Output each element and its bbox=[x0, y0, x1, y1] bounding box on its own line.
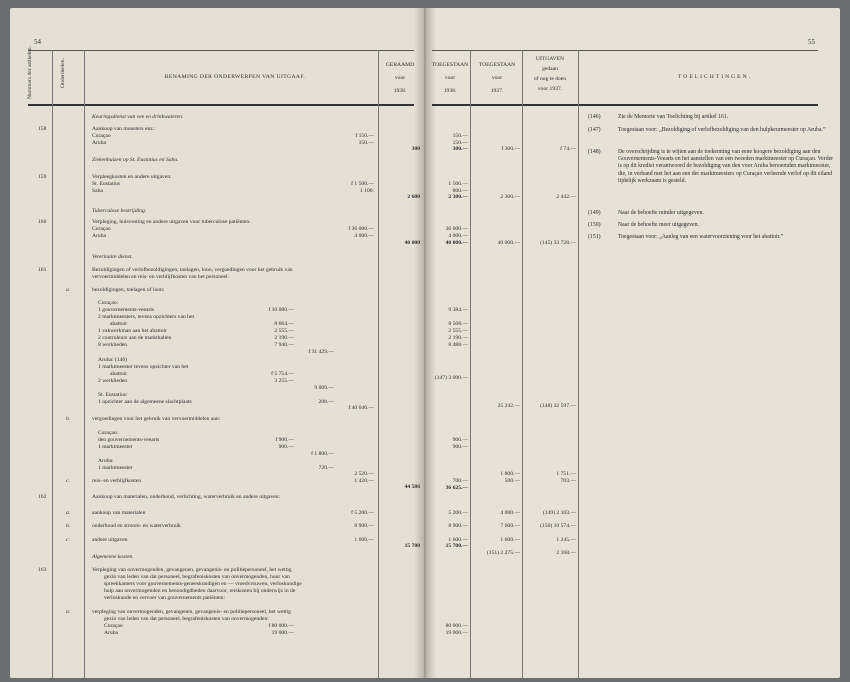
total: 15 700.— bbox=[445, 543, 468, 549]
part-a: a. bbox=[66, 287, 71, 293]
heading-tuberculose: Tuberculose bestrijding. bbox=[92, 208, 147, 214]
line: andere uitgaven bbox=[92, 537, 128, 543]
line: Curaçao bbox=[92, 133, 111, 139]
part-a: a. bbox=[66, 510, 71, 516]
line: onderhoud en stroom- en waterverbruik bbox=[92, 523, 181, 529]
line: Verpleging van onvermogenden, gevangenen, gevangenis- en politiepersoneel, het wettig bbox=[92, 567, 292, 573]
note-151: (151) Toegestaan voor: „Aanleg van een watervoorziening voor het abattoir.” bbox=[588, 234, 784, 240]
amount: f 5 200.— bbox=[351, 510, 374, 516]
amount: 2 190.— bbox=[274, 335, 294, 341]
amount: f 900.— bbox=[275, 437, 294, 443]
amount: f 300.— bbox=[501, 146, 520, 152]
line: gezin van leden van dat personeel, begrafeniskosten van onvermogenden, huur van bbox=[104, 574, 290, 580]
total: 300.— bbox=[452, 146, 468, 152]
line: Verpleegkosten en andere uitgaven: bbox=[92, 174, 172, 180]
header-nummers: Nummers der artikelen. bbox=[27, 46, 33, 99]
line: spreekkamers voor gouvernements-geneeskundigen en — vroedvrouwen, verloskundige bbox=[104, 581, 302, 587]
heading-keuringsdienst: Keuringsdienst van vee en drinkwateren. bbox=[92, 114, 184, 120]
amount: 1 100. bbox=[360, 188, 374, 194]
amount: 1 600.— bbox=[500, 537, 520, 543]
note-150: (150) Naar de behoefte meer uitgegeven. bbox=[588, 222, 699, 228]
amount: 720.— bbox=[318, 465, 334, 471]
amount: 700.— bbox=[452, 478, 468, 484]
amount: (150) 10 574.— bbox=[540, 523, 576, 529]
heading-ziekenhuizen: Ziekenhuizen op St. Eustatius en Saba. bbox=[92, 157, 179, 163]
article-158: 158 bbox=[38, 126, 47, 132]
line: St. Eustatius bbox=[92, 181, 120, 187]
line: Bezoldigingen of verlofbezoldigingen, toelagen, loon, vergoedingen voor het gebruik van bbox=[92, 267, 293, 273]
amount: f 74.— bbox=[560, 146, 576, 152]
line: bezoldigingen, toelagen of loon: bbox=[92, 287, 165, 293]
amount: f 5 754.— bbox=[271, 371, 294, 377]
line: 1 marktmeester bbox=[98, 444, 133, 450]
part-c: c. bbox=[66, 537, 70, 543]
amount: f 150.— bbox=[355, 133, 374, 139]
article-163: 163 bbox=[38, 567, 47, 573]
col-line-toegestaan38 bbox=[470, 50, 471, 678]
line: vergoedingen voor het gebruik van vervoermiddelen aan: bbox=[92, 416, 221, 422]
line: 2 marktmeesters, tevens opzichters van het bbox=[98, 314, 194, 320]
book-gutter bbox=[414, 8, 436, 678]
line: Saba bbox=[92, 188, 103, 194]
line: 1 opzichter aan de algemeene slachtplaats bbox=[98, 399, 192, 405]
line: 8 werklieden bbox=[98, 342, 128, 348]
amount: 4 000.— bbox=[354, 233, 374, 239]
line: Aankoop van materialen, onderhoud, verlichting, waterverbruik en andere uitgaven: bbox=[92, 494, 281, 500]
amount: (149) 2 103.— bbox=[542, 510, 576, 516]
amount: 8 488.— bbox=[448, 342, 468, 348]
total: 15 700 bbox=[404, 543, 420, 549]
col-line-toegestaan37 bbox=[522, 50, 523, 678]
line: vervoermiddelen en reis- en verblijfkosten van het personeel: bbox=[92, 274, 230, 280]
col-line-parts bbox=[84, 50, 85, 678]
amount: 25 242.— bbox=[497, 403, 520, 409]
note-147: (147) Toegestaan voor: „Bezoldiging of verlofbezoldiging van den hulpkeurmeester op Aruba.” bbox=[588, 127, 826, 133]
page-number-left: 54 bbox=[34, 38, 41, 46]
amount: 80 000.— bbox=[445, 623, 468, 629]
amount: 36 000.— bbox=[445, 226, 468, 232]
amount: 8 900.— bbox=[354, 523, 374, 529]
amount: (151) 2 275.— bbox=[486, 550, 520, 556]
amount: 150.— bbox=[452, 133, 468, 139]
note-148: (148) De overschrijding is te wijten aan de toekenning van eene hoogere bezoldiging aan den Gouvernements-Veearts en het aanstellen van een tweeden marktmeester op Curaçao. Verder is op dit krediet verantwoord de bezoldiging van den voor Aruba benoemden marktmeester, die, in verband met het aan een der marktmeesters op Curaçao verleende verlof op dit eiland tijdelijk werkzaam is gesteld. bbox=[588, 149, 834, 184]
line: St. Eustatius: bbox=[98, 392, 128, 398]
amount: 19 000.— bbox=[445, 630, 468, 636]
amount: 1 751.— bbox=[556, 471, 576, 477]
line: Aruba: bbox=[98, 458, 114, 464]
amount: 900.— bbox=[452, 437, 468, 443]
amount: 2 555.— bbox=[448, 328, 468, 334]
part-b: b. bbox=[66, 416, 71, 422]
line: Curaçao: bbox=[98, 300, 119, 306]
right-page bbox=[428, 8, 840, 678]
part-c: c. bbox=[66, 478, 70, 484]
part-a: a. bbox=[66, 609, 71, 615]
amount: 900.— bbox=[278, 444, 294, 450]
page-number-right: 55 bbox=[808, 38, 815, 46]
total: 36 625.— bbox=[445, 485, 468, 491]
line: aankoop van materialen bbox=[92, 510, 146, 516]
amount: 8 508.— bbox=[448, 321, 468, 327]
amount: f 1 500.— bbox=[351, 181, 374, 187]
header-rule-bottom-right bbox=[432, 104, 818, 106]
line: reis- en verblijfkosten bbox=[92, 478, 142, 484]
amount: 8 664.— bbox=[274, 321, 294, 327]
amount: 4 000.— bbox=[500, 510, 520, 516]
header-uitgaven: UITGAVEN gedaan of nog te doen voor 1937. bbox=[533, 56, 567, 92]
heading-veterinaire: Veterinaire dienst. bbox=[92, 254, 133, 260]
amount: f 10 080.— bbox=[268, 307, 294, 313]
subtotal: f 40 646.— bbox=[348, 405, 374, 411]
amount: 2 168.— bbox=[556, 550, 576, 556]
amount: 7 940.— bbox=[274, 342, 294, 348]
article-159: 159 bbox=[38, 174, 47, 180]
line: 1 marktmeester tevens opzichter van het bbox=[98, 364, 189, 370]
amount: 500.— bbox=[504, 478, 520, 484]
amount: (148) 32 597.— bbox=[540, 403, 576, 409]
line: Curaçao bbox=[92, 226, 111, 232]
line: Verpleging, huisvesting en andere uitgaven voor tuberculose patiënten: bbox=[92, 219, 251, 225]
line: abattoir bbox=[110, 321, 128, 327]
amount: 150.— bbox=[452, 140, 468, 146]
subtotal: 9 009.— bbox=[314, 385, 334, 391]
amount: 7 600.— bbox=[500, 523, 520, 529]
amount: 2 442.— bbox=[556, 194, 576, 200]
amount: 1 500.— bbox=[448, 181, 468, 187]
col-line-geraamd bbox=[378, 50, 379, 678]
line: Aruba: (146) bbox=[98, 357, 128, 363]
line: 2 controleurs aan de markthallen bbox=[98, 335, 172, 341]
part-b: b. bbox=[66, 523, 71, 529]
total: 40 000 bbox=[404, 240, 420, 246]
header-onderdeelen: Onderdeelen. bbox=[60, 58, 66, 88]
line: den gouvernements-veearts bbox=[98, 437, 160, 443]
amount: 208.— bbox=[318, 399, 334, 405]
amount: 1 600.— bbox=[448, 537, 468, 543]
amount: 8 900.— bbox=[448, 523, 468, 529]
col-line-uitgaven bbox=[578, 50, 579, 678]
amount: 900.— bbox=[452, 444, 468, 450]
amount: 2 190.— bbox=[448, 335, 468, 341]
note-146: (146) Zie de Memorie van Toelichting bij artikel 161. bbox=[588, 114, 729, 120]
amount: f 80 000.— bbox=[268, 623, 294, 629]
amount: (145) 33 728.— bbox=[540, 240, 576, 246]
total: 300 bbox=[411, 146, 420, 152]
heading-algemeene: Algemeene kosten. bbox=[92, 554, 134, 560]
line: gezin van leden van dat personeel, begrafeniskosten van onvermogenden: bbox=[104, 616, 269, 622]
amount: 1 800.— bbox=[500, 471, 520, 477]
header-benaming: BENAMING DER ONDERWERPEN VAN UITGAAF. bbox=[164, 74, 306, 80]
total: 44 586 bbox=[404, 484, 420, 490]
line: Curaçao bbox=[104, 623, 123, 629]
amount: 19 000.— bbox=[271, 630, 294, 636]
line: 1 gouvernements-veearts bbox=[98, 307, 155, 313]
line: verpleging van onvermogenden, gevangenen, gevangenis- en politiepersoneel, het wettig bbox=[92, 609, 291, 615]
line: 2 werklieden bbox=[98, 378, 128, 384]
total: 2 600 bbox=[407, 194, 420, 200]
line: Curaçao: bbox=[98, 430, 119, 436]
amount: 1 600.— bbox=[354, 537, 374, 543]
amount: 150.— bbox=[358, 140, 374, 146]
subtotal: 2 520.— bbox=[354, 471, 374, 477]
col-line-articles bbox=[52, 50, 53, 678]
article-162: 162 bbox=[38, 494, 47, 500]
amount: 2 300.— bbox=[500, 194, 520, 200]
amount: 800.— bbox=[452, 188, 468, 194]
header-toelichtingen: TOELICHTINGEN. bbox=[677, 74, 753, 80]
header-rule-top-right bbox=[432, 50, 818, 51]
amount: 9 384.— bbox=[448, 307, 468, 313]
article-160: 160 bbox=[38, 219, 47, 225]
line: abattoir bbox=[110, 371, 128, 377]
header-rule-bottom-left bbox=[28, 104, 414, 106]
line: Aankoop van monsters enz.: bbox=[92, 126, 156, 132]
line: Aruba bbox=[92, 233, 106, 239]
subtotal: f 1 800.— bbox=[311, 451, 334, 457]
line: 1 marktmeester bbox=[98, 465, 133, 471]
line: verloskunde en vervoer van gouvernements patiënten: bbox=[104, 595, 226, 601]
amount: 4 000.— bbox=[448, 233, 468, 239]
note-149: (149) Naar de behoefte minder uitgegeven. bbox=[588, 210, 704, 216]
total: 40 000.— bbox=[445, 240, 468, 246]
amount: (147) 3 000.— bbox=[434, 375, 468, 381]
article-161: 161 bbox=[38, 267, 47, 273]
header-toegestaan-1938: TOEGESTAAN voor 1938. bbox=[431, 62, 469, 94]
subtotal: f 31 429.— bbox=[308, 349, 334, 355]
amount: 703.— bbox=[560, 478, 576, 484]
line: hulp aan onvermogenden en benoodigdheden daarvoor, reiskosten bij onderwijs in de bbox=[104, 588, 296, 594]
amount: 1 245.— bbox=[556, 537, 576, 543]
header-toegestaan-1937: TOEGESTAAN voor 1937. bbox=[478, 62, 516, 94]
amount: 2 555.— bbox=[274, 328, 294, 334]
header-rule-top-left bbox=[28, 50, 414, 51]
line: Aruba bbox=[104, 630, 118, 636]
amount: 40 000.— bbox=[497, 240, 520, 246]
line: Aruba bbox=[92, 140, 106, 146]
header-geraamd: GERAAMD voor 1938. bbox=[385, 62, 415, 94]
amount: f 36 000.— bbox=[348, 226, 374, 232]
total: 2 300.— bbox=[448, 194, 468, 200]
amount: 5 200.— bbox=[448, 510, 468, 516]
amount: 3 255.— bbox=[274, 378, 294, 384]
amount: 1 420.— bbox=[354, 478, 374, 484]
line: 1 vakwerkman aan het abattoir bbox=[98, 328, 167, 334]
